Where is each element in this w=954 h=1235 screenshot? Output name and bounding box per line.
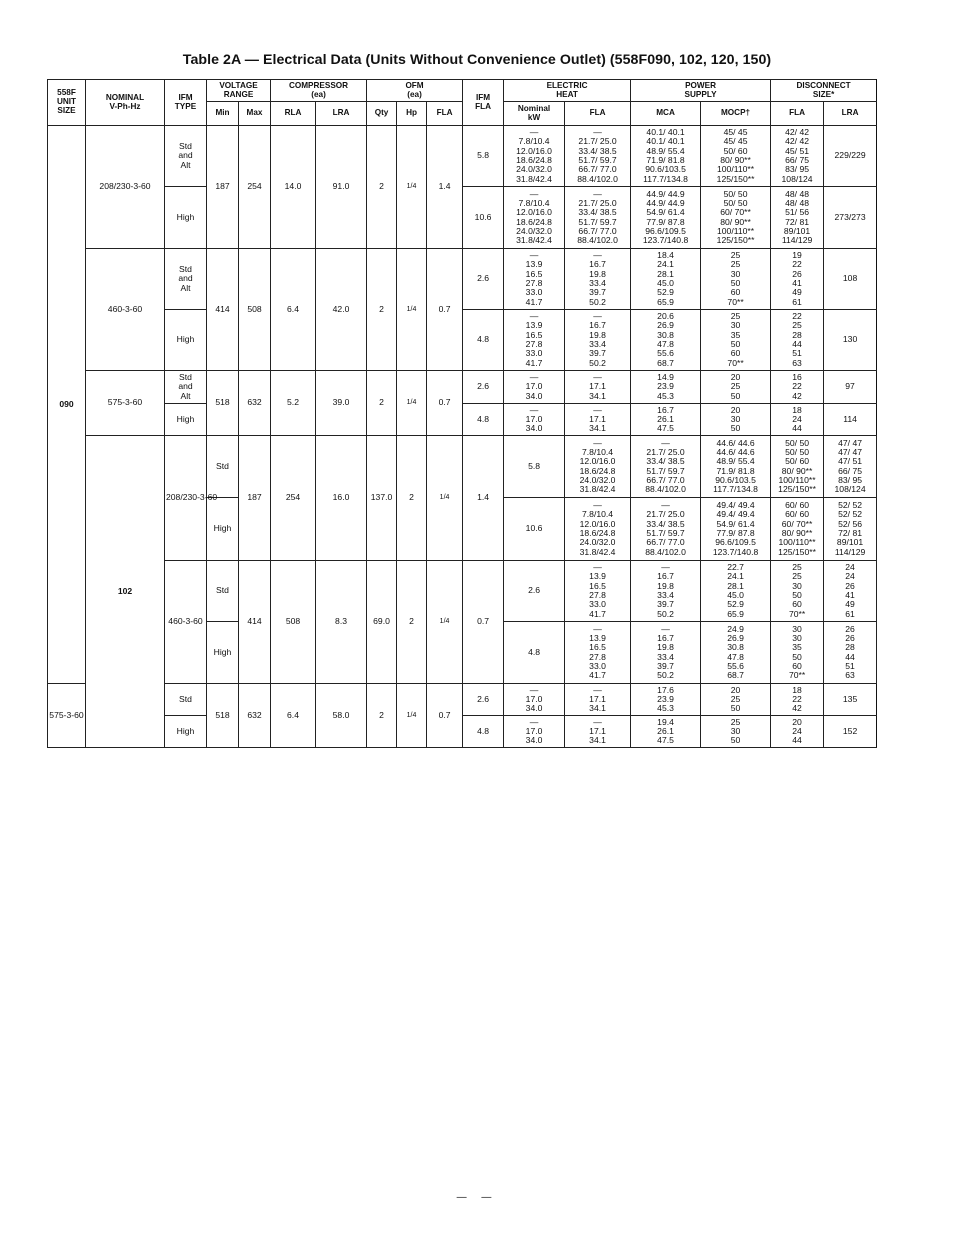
ofm-hp-cell: 1/4	[397, 371, 427, 436]
disc-lra-cell: 229/229	[824, 126, 877, 187]
voltage-max-cell: 632	[239, 684, 271, 748]
mocp-cell: 20 25 50	[701, 371, 771, 404]
voltage-min-cell: 414	[207, 249, 239, 371]
unit-size-cell: 102	[86, 436, 165, 748]
ifm-type-cell: High	[165, 716, 207, 748]
disc-fla-cell: 48/ 48 48/ 48 51/ 56 72/ 81 89/101 114/129	[771, 187, 824, 249]
mocp-cell: 50/ 50 50/ 50 60/ 70** 80/ 90** 100/110** 125/150**	[701, 187, 771, 249]
ifm-type-cell: High	[207, 498, 239, 561]
header-disc-lra: LRA	[824, 102, 877, 126]
ifm-fla-cell: 4.8	[504, 622, 565, 684]
header-ofm-fla: FLA	[427, 102, 463, 126]
voltage-min-cell: 414	[239, 561, 271, 684]
header-qty: Qty	[367, 102, 397, 126]
compressor-rla-cell: 6.4	[271, 684, 316, 748]
ifm-fla-cell: 4.8	[463, 716, 504, 748]
mca-cell: 20.6 26.9 30.8 47.8 55.6 68.7	[631, 310, 701, 371]
ofm-hp-cell: 1/4	[397, 249, 427, 371]
ifm-type-cell: Std	[165, 684, 207, 716]
mocp-cell: 20 25 50	[701, 684, 771, 716]
ifm-fla-cell: 10.6	[463, 187, 504, 249]
heat-fla-cell: — 16.7 19.8 33.4 39.7 50.2	[565, 310, 631, 371]
heat-fla-cell: — 17.1 34.1	[565, 404, 631, 436]
compressor-rla-cell: 6.4	[271, 249, 316, 371]
header-mocp: MOCP†	[701, 102, 771, 126]
disc-fla-cell: 42/ 42 42/ 42 45/ 51 66/ 75 83/ 95 108/124	[771, 126, 824, 187]
compressor-rla-cell: 16.0	[316, 436, 367, 561]
heat-kw-cell: — 13.9 16.5 27.8 33.0 41.7	[504, 310, 565, 371]
ifm-type-cell: Std and Alt	[165, 371, 207, 404]
ofm-fla-cell: 1.4	[427, 126, 463, 249]
header-nominal-kw: Nominal kW	[504, 102, 565, 126]
mocp-cell: 30 30 35 50 60 70**	[771, 622, 824, 684]
table-title: Table 2A — Electrical Data (Units Without Convenience Outlet) (558F090, 102, 120, 150)	[182, 52, 772, 68]
compressor-lra-cell: 137.0	[367, 436, 397, 561]
ofm-fla-cell: 0.7	[463, 561, 504, 684]
ifm-fla-cell: 4.8	[463, 310, 504, 371]
ofm-qty-cell: 2	[397, 561, 427, 684]
heat-fla-cell: — 17.1 34.1	[565, 684, 631, 716]
ofm-hp-cell: 1/4	[397, 684, 427, 748]
heat-fla-cell: — 16.7 19.8 33.4 39.7 50.2	[565, 249, 631, 310]
ifm-fla-cell: 2.6	[463, 249, 504, 310]
header-mca: MCA	[631, 102, 701, 126]
disc-lra-cell: 114	[824, 404, 877, 436]
mca-cell: 18.4 24.1 28.1 45.0 52.9 65.9	[631, 249, 701, 310]
disc-fla-cell: 19 22 26 41 49 61	[771, 249, 824, 310]
heat-kw-cell: — 7.8/10.4 12.0/16.0 18.6/24.8 24.0/32.0 31.8/42.4	[565, 436, 631, 498]
voltage-max-cell: 508	[271, 561, 316, 684]
header-lra: LRA	[316, 102, 367, 126]
header-ofm: OFM (ea)	[367, 80, 463, 102]
nominal-voltage-cell: 575-3-60	[48, 684, 86, 748]
disc-lra-cell: 273/273	[824, 187, 877, 249]
ifm-fla-cell: 2.6	[463, 371, 504, 404]
ofm-qty-cell: 2	[367, 249, 397, 371]
mocp-cell: 60/ 60 60/ 60 60/ 70** 80/ 90** 100/110** 125/150**	[771, 498, 824, 561]
heat-fla-cell: — 16.7 19.8 33.4 39.7 50.2	[631, 561, 701, 622]
heat-fla-cell: — 17.1 34.1	[565, 371, 631, 404]
header-electric-heat: ELECTRIC HEAT	[504, 80, 631, 102]
voltage-min-cell: 518	[207, 684, 239, 748]
mocp-cell: 45/ 45 45/ 45 50/ 60 80/ 90** 100/110** 125/150**	[701, 126, 771, 187]
header-disconnect: DISCONNECT SIZE*	[771, 80, 877, 102]
disc-fla-cell: 18 22 42	[771, 684, 824, 716]
disc-fla-cell: 22 25 28 44 51 63	[771, 310, 824, 371]
disc-fla-cell: 20 24 44	[771, 716, 824, 748]
header-voltage-range: VOLTAGE RANGE	[207, 80, 271, 102]
compressor-rla-cell: 5.2	[271, 371, 316, 436]
nominal-voltage-cell: 208/230-3-60	[86, 126, 165, 249]
disc-lra-cell: 130	[824, 310, 877, 371]
header-power-supply: POWER SUPPLY	[631, 80, 771, 102]
compressor-lra-cell: 42.0	[316, 249, 367, 371]
page-footer-marks: — —	[456, 1192, 498, 1203]
ifm-type-cell: High	[165, 187, 207, 249]
ofm-fla-cell: 0.7	[427, 371, 463, 436]
header-ifm-fla: IFM FLA	[463, 80, 504, 126]
nominal-voltage-cell: 460-3-60	[86, 249, 165, 371]
header-nominal: NOMINAL V-Ph-Hz	[86, 80, 165, 126]
mca-cell: 22.7 24.1 28.1 45.0 52.9 65.9	[701, 561, 771, 622]
mocp-cell: 50/ 50 50/ 50 50/ 60 80/ 90** 100/110** 125/150**	[771, 436, 824, 498]
mca-cell: 16.7 26.1 47.5	[631, 404, 701, 436]
ofm-hp-cell: 1/4	[427, 436, 463, 561]
mocp-cell: 25 30 50	[701, 716, 771, 748]
ofm-qty-cell: 2	[367, 126, 397, 249]
voltage-max-cell: 632	[239, 371, 271, 436]
disc-fla-cell: 24 24 26 41 49 61	[824, 561, 877, 622]
heat-kw-cell: — 13.9 16.5 27.8 33.0 41.7	[565, 561, 631, 622]
ifm-type-cell: High	[165, 404, 207, 436]
ofm-fla-cell: 0.7	[427, 684, 463, 748]
disc-lra-cell: 152	[824, 716, 877, 748]
header-ifm-type: IFM TYPE	[165, 80, 207, 126]
disc-lra-cell: 135	[824, 684, 877, 716]
ifm-type-cell: Std and Alt	[165, 126, 207, 187]
disc-fla-cell: 47/ 47 47/ 47 47/ 51 66/ 75 83/ 95 108/124	[824, 436, 877, 498]
mca-cell: 44.9/ 44.9 44.9/ 44.9 54.9/ 61.4 77.9/ 87.8 96.6/109.5 123.7/140.8	[631, 187, 701, 249]
mca-cell: 17.6 23.9 45.3	[631, 684, 701, 716]
ofm-fla-cell: 1.4	[463, 436, 504, 561]
heat-kw-cell: — 17.0 34.0	[504, 404, 565, 436]
mca-cell: 19.4 26.1 47.5	[631, 716, 701, 748]
unit-size-cell: 090	[48, 126, 86, 684]
compressor-rla-cell: 8.3	[316, 561, 367, 684]
nominal-voltage-cell: 575-3-60	[86, 371, 165, 436]
mca-cell: 24.9 26.9 30.8 47.8 55.6 68.7	[701, 622, 771, 684]
heat-fla-cell: — 16.7 19.8 33.4 39.7 50.2	[631, 622, 701, 684]
disc-lra-cell: 97	[824, 371, 877, 404]
ifm-type-cell: High	[207, 622, 239, 684]
electrical-data-table	[47, 79, 877, 748]
ofm-hp-cell: 1/4	[427, 561, 463, 684]
mca-cell: 40.1/ 40.1 40.1/ 40.1 48.9/ 55.4 71.9/ 81.8 90.6/103.5 117.7/134.8	[631, 126, 701, 187]
compressor-rla-cell: 14.0	[271, 126, 316, 249]
ifm-fla-cell: 5.8	[504, 436, 565, 498]
mca-cell: 14.9 23.9 45.3	[631, 371, 701, 404]
header-unit-size: 558F UNIT SIZE	[48, 80, 86, 126]
mca-cell: 49.4/ 49.4 49.4/ 49.4 54.9/ 61.4 77.9/ 87.8 96.6/109.5 123.7/140.8	[701, 498, 771, 561]
mocp-cell: 25 25 30 50 60 70**	[701, 249, 771, 310]
heat-kw-cell: — 17.0 34.0	[504, 716, 565, 748]
mocp-cell: 25 25 30 50 60 70**	[771, 561, 824, 622]
mca-cell: 44.6/ 44.6 44.6/ 44.6 48.9/ 55.4 71.9/ 81.8 90.6/103.5 117.7/134.8	[701, 436, 771, 498]
heat-kw-cell: — 17.0 34.0	[504, 684, 565, 716]
voltage-min-cell: 187	[239, 436, 271, 561]
mocp-cell: 25 30 35 50 60 70**	[701, 310, 771, 371]
compressor-lra-cell: 58.0	[316, 684, 367, 748]
ifm-fla-cell: 4.8	[463, 404, 504, 436]
heat-kw-cell: — 7.8/10.4 12.0/16.0 18.6/24.8 24.0/32.0 31.8/42.4	[565, 498, 631, 561]
ofm-qty-cell: 2	[367, 371, 397, 436]
mocp-cell: 20 30 50	[701, 404, 771, 436]
voltage-min-cell: 187	[207, 126, 239, 249]
heat-fla-cell: — 17.1 34.1	[565, 716, 631, 748]
ofm-hp-cell: 1/4	[397, 126, 427, 249]
compressor-lra-cell: 69.0	[367, 561, 397, 684]
heat-kw-cell: — 13.9 16.5 27.8 33.0 41.7	[565, 622, 631, 684]
header-heat-fla: FLA	[565, 102, 631, 126]
compressor-lra-cell: 39.0	[316, 371, 367, 436]
ofm-qty-cell: 2	[367, 684, 397, 748]
voltage-max-cell: 254	[239, 126, 271, 249]
ifm-fla-cell: 2.6	[463, 684, 504, 716]
header-min: Min	[207, 102, 239, 126]
heat-kw-cell: — 7.8/10.4 12.0/16.0 18.6/24.8 24.0/32.0 31.8/42.4	[504, 126, 565, 187]
header-hp: Hp	[397, 102, 427, 126]
heat-kw-cell: — 17.0 34.0	[504, 371, 565, 404]
ofm-qty-cell: 2	[397, 436, 427, 561]
heat-kw-cell: — 7.8/10.4 12.0/16.0 18.6/24.8 24.0/32.0 31.8/42.4	[504, 187, 565, 249]
voltage-min-cell: 518	[207, 371, 239, 436]
header-disc-fla: FLA	[771, 102, 824, 126]
ifm-fla-cell: 5.8	[463, 126, 504, 187]
ofm-fla-cell: 0.7	[427, 249, 463, 371]
header-compressor: COMPRESSOR (ea)	[271, 80, 367, 102]
nominal-voltage-cell: 208/230-3-60	[165, 436, 207, 561]
ifm-type-cell: Std	[207, 561, 239, 622]
heat-fla-cell: — 21.7/ 25.0 33.4/ 38.5 51.7/ 59.7 66.7/ 77.0 88.4/102.0	[565, 187, 631, 249]
heat-kw-cell: — 13.9 16.5 27.8 33.0 41.7	[504, 249, 565, 310]
heat-fla-cell: — 21.7/ 25.0 33.4/ 38.5 51.7/ 59.7 66.7/ 77.0 88.4/102.0	[565, 126, 631, 187]
disc-fla-cell: 26 26 28 44 51 63	[824, 622, 877, 684]
disc-fla-cell: 18 24 44	[771, 404, 824, 436]
voltage-max-cell: 254	[271, 436, 316, 561]
compressor-lra-cell: 91.0	[316, 126, 367, 249]
heat-fla-cell: — 21.7/ 25.0 33.4/ 38.5 51.7/ 59.7 66.7/ 77.0 88.4/102.0	[631, 436, 701, 498]
ifm-fla-cell: 10.6	[504, 498, 565, 561]
ifm-type-cell: Std	[207, 436, 239, 498]
ifm-fla-cell: 2.6	[504, 561, 565, 622]
voltage-max-cell: 508	[239, 249, 271, 371]
disc-lra-cell: 108	[824, 249, 877, 310]
disc-fla-cell: 52/ 52 52/ 52 52/ 56 72/ 81 89/101 114/129	[824, 498, 877, 561]
disc-fla-cell: 16 22 42	[771, 371, 824, 404]
header-rla: RLA	[271, 102, 316, 126]
ifm-type-cell: Std and Alt	[165, 249, 207, 310]
ifm-type-cell: High	[165, 310, 207, 371]
heat-fla-cell: — 21.7/ 25.0 33.4/ 38.5 51.7/ 59.7 66.7/ 77.0 88.4/102.0	[631, 498, 701, 561]
header-max: Max	[239, 102, 271, 126]
nominal-voltage-cell: 460-3-60	[165, 561, 207, 684]
